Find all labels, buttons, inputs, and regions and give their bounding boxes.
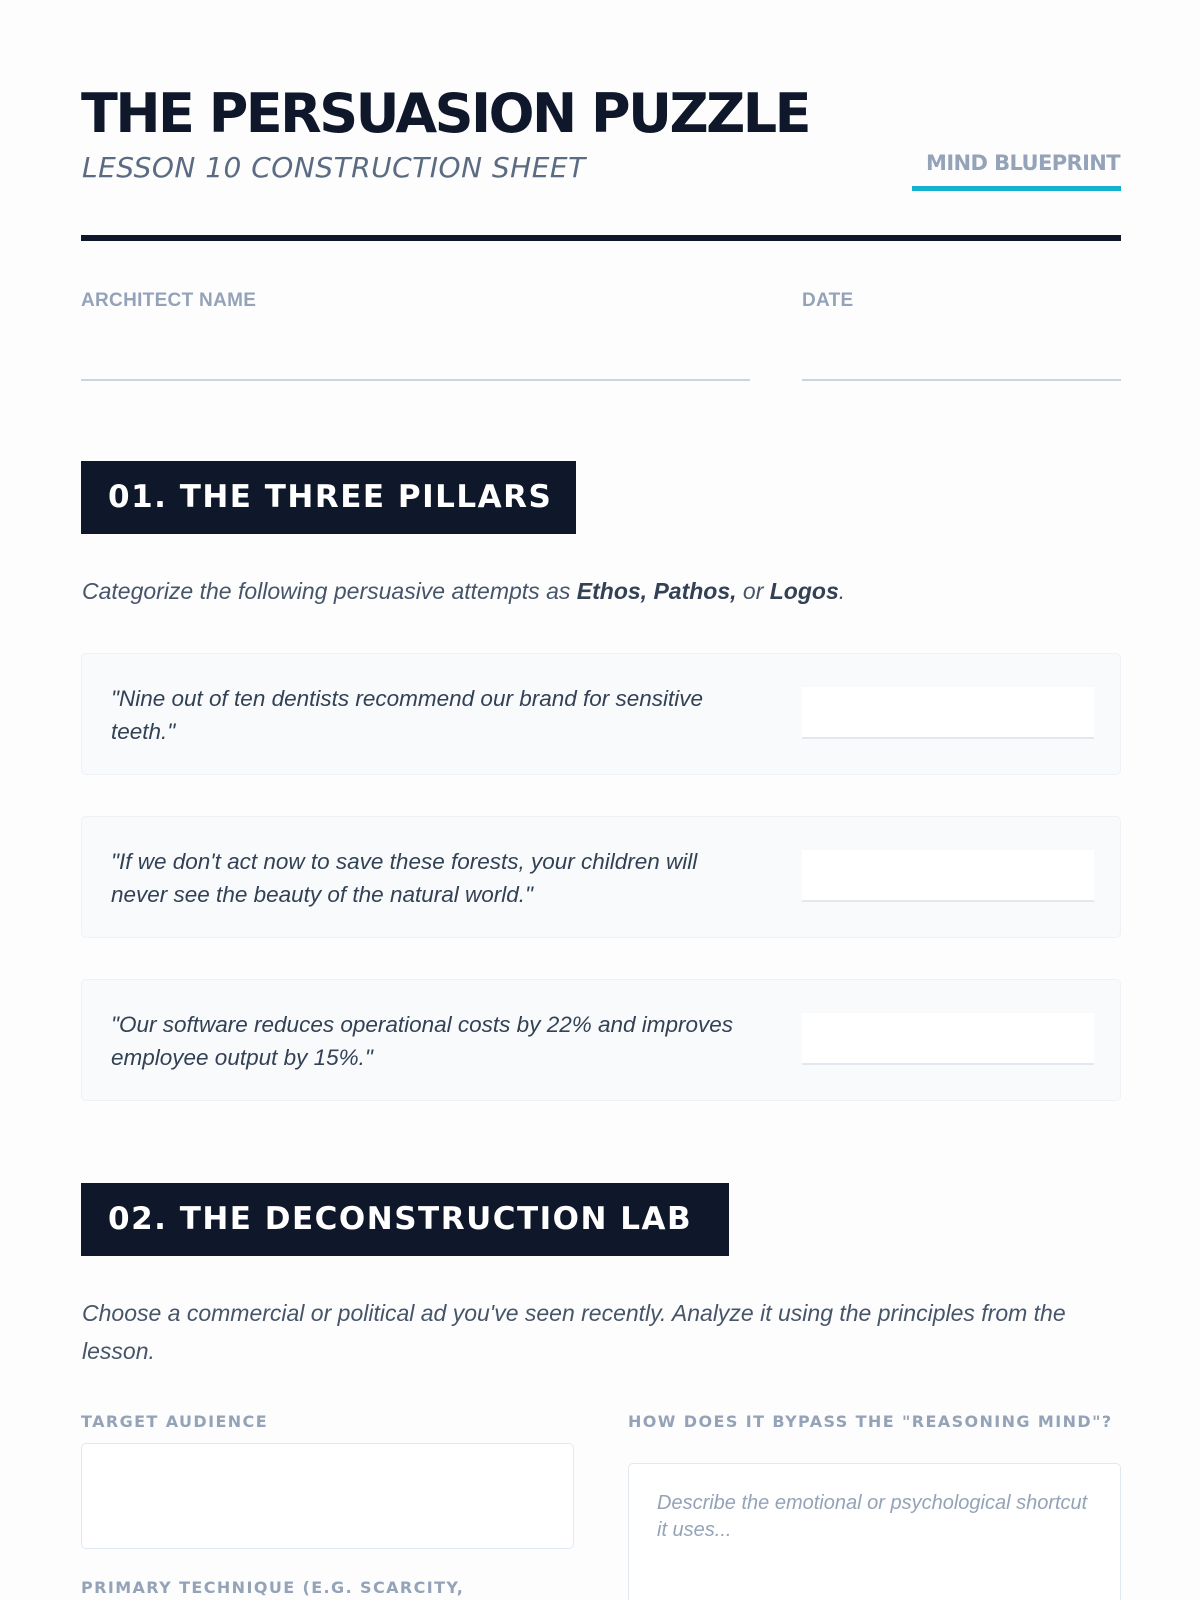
term-logos: Logos bbox=[769, 578, 839, 604]
instructions-lead: Categorize the following persuasive attempts as bbox=[82, 578, 577, 604]
target-audience-input[interactable] bbox=[81, 1443, 574, 1549]
quote-text: "Nine out of ten dentists recommend our brand for sensitive teeth." bbox=[111, 686, 704, 744]
bypass-explanation-textarea[interactable] bbox=[628, 1463, 1121, 1600]
instructions-end: . bbox=[838, 578, 846, 604]
architect-name-label: ARCHITECT NAME bbox=[81, 290, 257, 311]
pillar-answer-input[interactable] bbox=[802, 850, 1094, 902]
pillar-answer-input[interactable] bbox=[802, 687, 1094, 739]
header-divider bbox=[81, 235, 1121, 241]
pillar-answer-input[interactable] bbox=[802, 1013, 1094, 1065]
section-heading-lab: 02. THE DECONSTRUCTION LAB bbox=[81, 1183, 729, 1256]
quote-card bbox=[81, 979, 1121, 1101]
quote-card bbox=[81, 653, 1121, 775]
instructions-or: or bbox=[736, 578, 770, 604]
worksheet-header bbox=[81, 82, 1121, 242]
term-pathos: Pathos, bbox=[653, 578, 737, 604]
architect-name-input[interactable] bbox=[81, 337, 750, 381]
target-audience-label: TARGET AUDIENCE bbox=[81, 1412, 269, 1431]
lab-instructions: Choose a commercial or political ad you've seen recently. Analyze it using the principles from the lesson. bbox=[82, 1300, 1066, 1364]
date-label: DATE bbox=[802, 290, 854, 311]
page-subtitle: LESSON 10 CONSTRUCTION SHEET bbox=[82, 151, 586, 184]
quote-text: "Our software reduces operational costs by 22% and improves employee output by 15%." bbox=[111, 1012, 734, 1070]
pillars-instructions bbox=[82, 572, 1122, 610]
bypass-question-label: HOW DOES IT BYPASS THE "REASONING MIND"? bbox=[628, 1412, 1113, 1431]
brand-tag: MIND BLUEPRINT bbox=[912, 148, 1121, 191]
primary-technique-label: PRIMARY TECHNIQUE (E.G. SCARCITY, bbox=[81, 1578, 465, 1597]
quote-text: "If we don't act now to save these forests, your children will never see the beauty of the natural world." bbox=[111, 849, 698, 907]
date-input[interactable] bbox=[802, 337, 1121, 381]
quote-card bbox=[81, 816, 1121, 938]
worksheet-page bbox=[81, 0, 1121, 1600]
page-title: THE PERSUASION PUZZLE bbox=[81, 82, 810, 145]
section-heading-pillars: 01. THE THREE PILLARS bbox=[81, 461, 576, 534]
term-ethos: Ethos, bbox=[576, 578, 648, 604]
